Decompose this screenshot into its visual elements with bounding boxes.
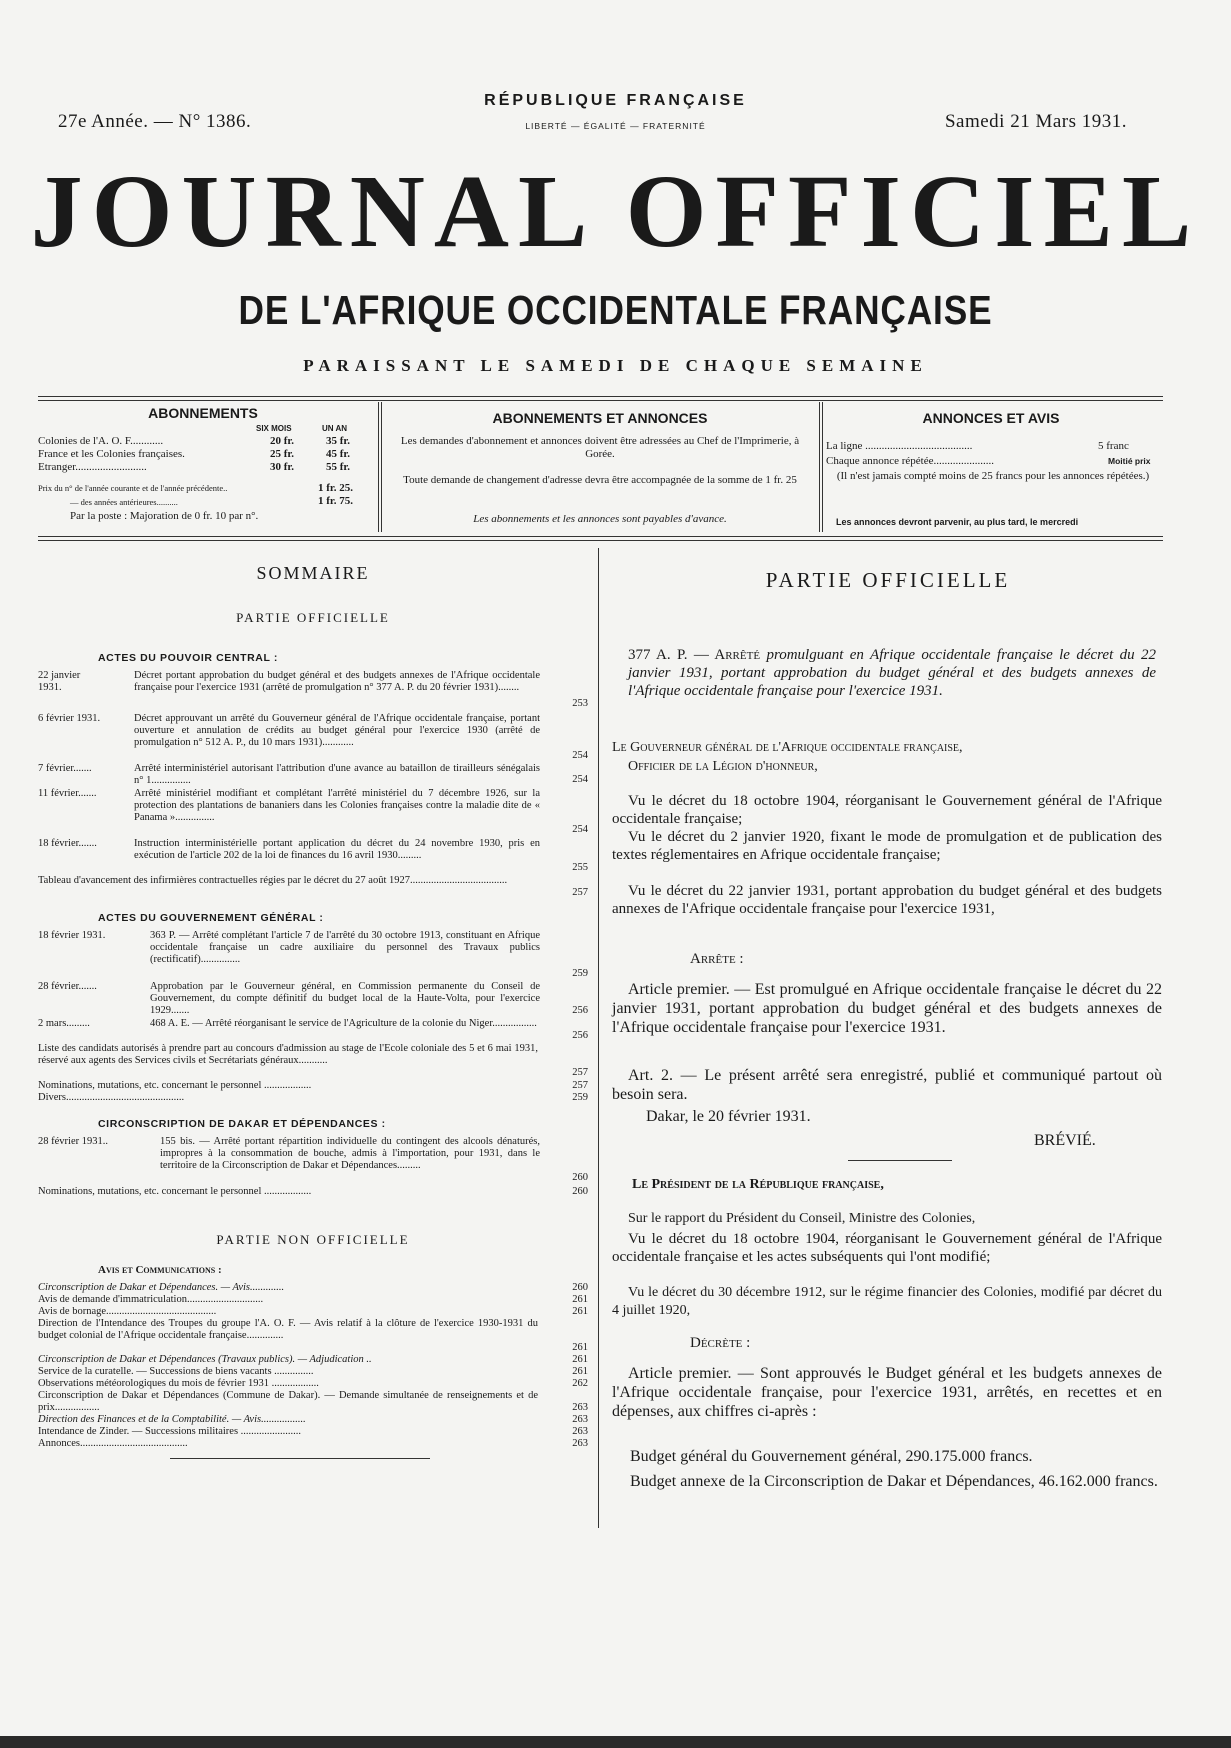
year-issue: 27e Année. — N° 1386.: [58, 111, 252, 132]
toc-page: 255: [572, 862, 588, 873]
prix-courante-val: 1 fr. 25.: [318, 482, 354, 494]
poste-majoration: Par la poste : Majoration de 0 fr. 10 par n°.: [70, 510, 259, 522]
toc-date: 18 février 1931.: [38, 930, 106, 941]
vu-paragraph: Vu le décret du 30 décembre 1912, sur le régime financier des Colonies, modifié par décret du 4 juillet 1920,: [612, 1285, 1162, 1318]
toc-date: 6 février 1931.: [38, 713, 101, 724]
toc-entry: Intendance de Zinder. — Successions militaires .......................: [38, 1426, 302, 1437]
toc-entry: Avis de demande d'immatriculation.............................: [38, 1294, 264, 1305]
arrete-heading: 377 A. P. — Arrêté promulguant en Afrique occidentale française le décret du 22 janvier 1931, portant approbation du budget général et des budgets annexes de l'Afrique occidentale française pour l'exercice 1931.: [628, 647, 1156, 699]
toc-page: 257: [572, 1080, 588, 1091]
annonce-repetee-val: Moitié prix: [1108, 456, 1151, 466]
partie-officielle-title: PARTIE OFFICIELLE: [765, 568, 1011, 592]
toc-page: 263: [572, 1402, 588, 1413]
toc-entry: Avis de bornage..........................................: [38, 1306, 217, 1317]
toc-page: 253: [572, 698, 588, 709]
toc-date: 7 février.......: [38, 763, 92, 774]
article-2: Art. 2. — Le présent arrêté sera enregistré, publié et communiqué partout où besoin sera.: [612, 1067, 1162, 1103]
toc-page: 260: [572, 1172, 588, 1183]
gouverneur-line: Le Gouverneur général de l'Afrique occidentale française,: [612, 740, 963, 755]
toc-page: 261: [572, 1354, 588, 1365]
annonce-ligne: La ligne .......................................: [826, 440, 973, 452]
toc-entry: Arrêté interministériel autorisant l'attribution d'une avance au bataillon de tirailleurs sénégalais n° 1...............: [134, 763, 540, 786]
toc-page: 261: [572, 1342, 588, 1353]
toc-page: 263: [572, 1438, 588, 1449]
toc-entry: 468 A. E. — Arrêté réorganisant le service de l'Agriculture de la colonie du Niger.................: [150, 1018, 537, 1029]
toc-date: 28 février 1931..: [38, 1136, 108, 1147]
journal-subtitle: DE L'AFRIQUE OCCIDENTALE FRANÇAISE: [238, 287, 993, 333]
toc-entry: Divers.............................................: [38, 1092, 185, 1103]
prix-courante: Prix du n° de l'année courante et de l'année précédente..: [38, 483, 228, 493]
toc-entry: Circonscription de Dakar et Dépendances (Commune de Dakar). — Demande simultanée de renseignements et de prix.................: [38, 1390, 538, 1413]
col-six-mois: SIX MOIS: [256, 424, 292, 433]
toc-page: 257: [572, 887, 588, 898]
abonnement-row: Etranger.......................... 30 fr. 55 fr.: [38, 461, 351, 473]
sommaire-partie-non-officielle: PARTIE NON OFFICIELLE: [216, 1232, 410, 1247]
devise: LIBERTÉ — ÉGALITÉ — FRATERNITÉ: [525, 121, 706, 131]
toc-entry: Arrêté ministériel modifiant et complétant l'arrêté ministériel du 7 décembre 1926, sur la protection des plantations de bananiers dans les Colonies françaises contre la maladie dite de « Panama »...............: [134, 788, 540, 823]
prix-anterieures-val: 1 fr. 75.: [318, 495, 354, 507]
toc-entry: Nominations, mutations, etc. concernant le personnel ..................: [38, 1080, 312, 1091]
toc-entry: Nominations, mutations, etc. concernant le personnel ..................: [38, 1186, 312, 1197]
toc-entry: Observations météorologiques du mois de février 1931 ..................: [38, 1378, 319, 1389]
annonce-delai: Les annonces devront parvenir, au plus tard, le mercredi: [836, 517, 1079, 527]
annonces-avis-title: ANNONCES ET AVIS: [922, 410, 1060, 426]
toc-entry: Décret approuvant un arrêté du Gouverneur général de l'Afrique occidentale française, portant ouverture et annulation de crédits au budget général pour l'exercice 1930 (arrêté de promulgation n° 512 A. P., du 10 mars 1931)............: [134, 713, 540, 748]
col-un-an: UN AN: [322, 424, 348, 433]
president-line: Le Président de la République française,: [632, 1177, 884, 1192]
box-divider: [822, 402, 823, 532]
toc-page: 254: [572, 750, 588, 761]
budget-dakar: Budget annexe de la Circonscription de Dakar et Dépendances, 46.162.000 francs.: [630, 1473, 1158, 1490]
toc-page: 263: [572, 1426, 588, 1437]
abonnement-row: Colonies de l'A. O. F............ 20 fr. 35 fr.: [38, 435, 351, 447]
header-rule: [38, 396, 1163, 401]
lieu-date: Dakar, le 20 février 1931.: [646, 1108, 811, 1125]
vu-paragraph: Vu le décret du 22 janvier 1931, portant approbation du budget général et des budgets annexes de l'Afrique occidentale française pour l'exercice 1931,: [612, 883, 1162, 917]
toc-page: 260: [572, 1282, 588, 1293]
arrete-label: Arrête :: [690, 951, 744, 967]
box-divider: [381, 402, 382, 532]
vu-paragraph: Vu le décret du 18 octobre 1904, réorganisant le Gouvernement général de l'Afrique occidentale française et les actes subséquents qui l'ont modifié;: [612, 1231, 1162, 1265]
toc-page: 262: [572, 1378, 588, 1389]
toc-date: 2 mars.........: [38, 1018, 90, 1029]
end-ornament: [170, 1458, 430, 1459]
toc-page: 260: [572, 1186, 588, 1197]
abonnement-row: France et les Colonies françaises. 25 fr. 45 fr.: [38, 448, 351, 460]
avis-head: Avis et Communications :: [98, 1264, 222, 1276]
abonnements-annonces-line3: Les abonnements et les annonces sont payables d'avance.: [473, 513, 727, 525]
toc-entry: Circonscription de Dakar et Dépendances (Travaux publics). — Adjudication ..: [38, 1354, 372, 1365]
annonce-note: (Il n'est jamais compté moins de 25 francs pour les annonces répétées.): [836, 470, 1150, 482]
issue-date: Samedi 21 Mars 1931.: [944, 111, 1127, 132]
toc-page: 263: [572, 1414, 588, 1425]
republique-header: RÉPUBLIQUE FRANÇAISE: [484, 92, 747, 109]
toc-date: 18 février.......: [38, 838, 97, 849]
decrete-label: Décrète :: [690, 1335, 751, 1351]
toc-entry: Service de la curatelle. — Successions de biens vacants ...............: [38, 1366, 314, 1377]
abonnements-annonces-line1: Les demandes d'abonnement et annonces doivent être adressées au Chef de l'Imprimerie, à Gorée.: [400, 435, 800, 460]
toc-entry: Liste des candidats autorisés à prendre part au concours d'admission au stage de l'Ecole coloniale des 5 et 6 mai 1931, réservé aux agents des Services civils et Secrétariats généraux...........: [38, 1043, 538, 1066]
toc-date: 11 février.......: [38, 788, 97, 799]
actes-general-head: ACTES DU GOUVERNEMENT GÉNÉRAL :: [98, 912, 324, 924]
journal-title: JOURNAL OFFICIEL: [30, 154, 1201, 269]
toc-entry: 155 bis. — Arrêté portant répartition individuelle du contingent des alcools dénaturés, impropres à la consommation de bouche, admis à l'importation, pour 1931, dans le territoire de la Circonscription de Dakar et Dépendances.........: [160, 1136, 540, 1171]
annonce-repetee: Chaque annonce répétée......................: [826, 455, 994, 467]
signature-rule: [848, 1160, 952, 1161]
article-premier: Article premier. — Est promulgué en Afrique occidentale française le décret du 22 janvier 1931, portant approbation du budget général et des budgets annexes de l'Afrique occidentale française pour l'exercice 1931.: [612, 981, 1162, 1036]
toc-entry: Tableau d'avancement des infirmières contractuelles régies par le décret du 27 août 1927.....................................: [38, 875, 508, 886]
box-divider: [378, 402, 379, 532]
abonnements-annonces-line2: Toute demande de changement d'adresse devra être accompagnée de la somme de 1 fr. 25: [403, 474, 797, 486]
annonce-ligne-val: 5 franc: [1098, 440, 1129, 452]
rapport-line: Sur le rapport du Président du Conseil, Ministre des Colonies,: [628, 1211, 976, 1226]
toc-page: 261: [572, 1366, 588, 1377]
budget-general: Budget général du Gouvernement général, 290.175.000 francs.: [630, 1448, 1033, 1465]
toc-page: 261: [572, 1294, 588, 1305]
toc-page: 256: [572, 1005, 588, 1016]
parution-line: PARAISSANT LE SAMEDI DE CHAQUE SEMAINE: [303, 356, 928, 375]
toc-page: 254: [572, 824, 588, 835]
vu-paragraph: Vu le décret du 18 octobre 1904, réorganisant le Gouvernement général de l'Afrique occidentale française;: [612, 793, 1162, 827]
toc-page: 261: [572, 1306, 588, 1317]
circonscription-head: CIRCONSCRIPTION DE DAKAR ET DÉPENDANCES :: [98, 1118, 386, 1130]
abonnements-rows: [38, 435, 378, 474]
decret-article-premier: Article premier. — Sont approuvés le Budget général et les budgets annexes de l'Afrique occidentale française, pour l'exercice 1931, arrêtés, en recettes et en dépenses, aux chiffres ci-après :: [612, 1365, 1162, 1420]
toc-entry: Approbation par le Gouverneur général, en Commission permanente du Conseil de Gouvernement, du compte définitif du budget local de la Haute-Volta, pour l'exercice 1929.......: [150, 981, 540, 1016]
toc-page: 259: [572, 968, 588, 979]
abonnements-title: ABONNEMENTS: [148, 405, 258, 421]
sommaire-partie-officielle: PARTIE OFFICIELLE: [236, 610, 390, 625]
box-divider: [819, 402, 820, 532]
scan-edge: [0, 1736, 1231, 1748]
toc-entry: Instruction interministérielle portant application du décret du 24 novembre 1930, pris en exécution de l'article 202 de la loi de finances du 16 avril 1930.........: [134, 838, 540, 861]
vu-paragraph: Vu le décret du 2 janvier 1920, fixant le mode de promulgation et de publication des textes réglementaires en Afrique occidentale française;: [612, 829, 1162, 863]
signature: BRÉVIÉ.: [1034, 1132, 1096, 1149]
box-bottom-rule: [38, 536, 1163, 541]
toc-entry: Direction de l'Intendance des Troupes du groupe l'A. O. F. — Avis relatif à la clôture de l'exercice 1930-1931 du budget colonial de l'Afrique occidentale française..............: [38, 1318, 538, 1341]
toc-entry: Décret portant approbation du budget général et des budgets annexes de l'Afrique occidentale française pour l'exercice 1931 (arrêté de promulgation n° 377 A. P. du 20 février 1931)........: [134, 670, 540, 693]
toc-entry: Annonces.........................................: [38, 1438, 188, 1449]
toc-entry: Circonscription de Dakar et Dépendances. — Avis.............: [38, 1282, 285, 1293]
actes-central-head: ACTES DU POUVOIR CENTRAL :: [98, 652, 278, 664]
toc-date: 28 février.......: [38, 981, 97, 992]
gouverneur-titre: Officier de la Légion d'honneur,: [628, 759, 818, 774]
toc-page: 259: [572, 1092, 588, 1103]
toc-page: 254: [572, 774, 588, 785]
toc-page: 257: [572, 1067, 588, 1078]
toc-page: 256: [572, 1030, 588, 1041]
column-divider: [598, 548, 599, 1528]
toc-date: 22 janvier 1931.: [38, 670, 81, 693]
abonnements-annonces-title: ABONNEMENTS ET ANNONCES: [492, 410, 708, 426]
toc-entry: Direction des Finances et de la Comptabilité. — Avis.................: [38, 1414, 306, 1425]
sommaire-title: SOMMAIRE: [256, 563, 370, 583]
toc-entry: 363 P. — Arrêté complétant l'article 7 de l'arrêté du 30 octobre 1913, constituant en Afrique occidentale française un cadre auxiliaire du personnel des Travaux publics (rectificatif)...............: [150, 930, 540, 965]
prix-anterieures: — des années antérieures..........: [70, 497, 178, 507]
